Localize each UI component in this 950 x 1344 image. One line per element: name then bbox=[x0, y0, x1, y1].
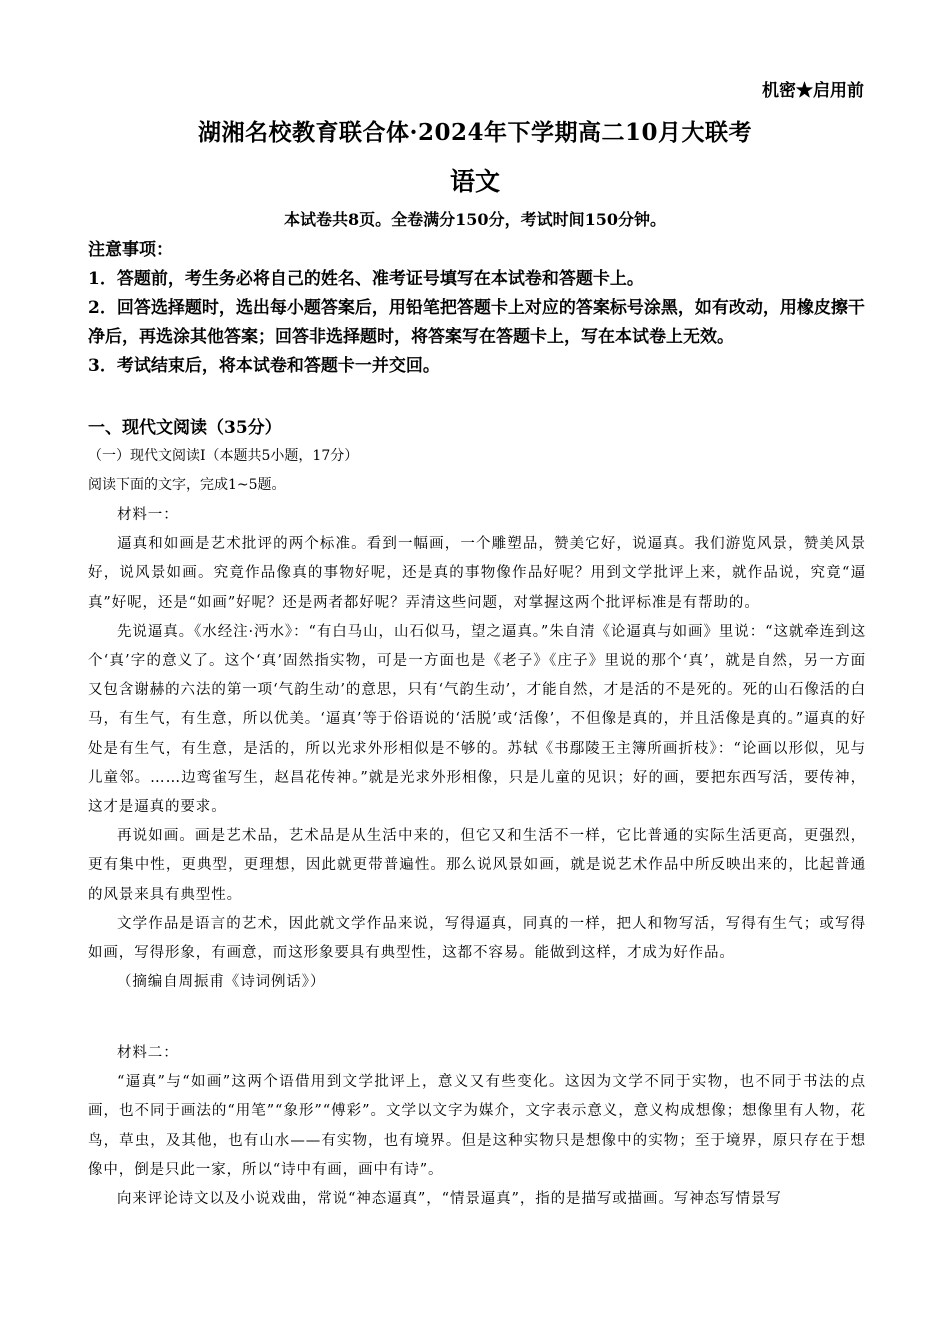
confidential-label: 机密★启用前 bbox=[762, 81, 864, 101]
paragraph: “逼真”与“如画”这两个语借用到文学批评上，意义又有些变化。这因为文学不同于实物，也不同于书法的点画，也不同于画法的“用笔”“象形”“傅彩”。文学以文字为媒介，文字表示意义，意义构成想像；想像里有人物，花鸟，草虫，及其他，也有山水——有实物，也有境界。但是这种实物只是想像中的实物；至于境界，原只存在于想像中，倒是只此一家，所以“诗中有画，画中有诗”。 bbox=[88, 1074, 866, 1178]
subject-title: 语文 bbox=[449, 167, 500, 196]
paragraph: 逼真和如画是艺术批评的两个标准。看到一幅画，一个雕塑品，赞美它好，说逼真。我们游览风景，赞美风景好，说风景如画。究竟作品像真的事物好呢，还是真的事物像作品好呢？用到文学批评上来，就作品说，究竟“逼真”好呢，还是“如画”好呢？还是两者都好呢？弄清这些问题，对掌握这两个批评标准是有帮助的。 bbox=[88, 536, 866, 611]
notes-item: 2．回答选择题时，选出每小题答案后，用铅笔把答题卡上对应的答案标号涂黑，如有改动，用橡皮擦干净后，再选涂其他答案；回答非选择题时，将答案写在答题卡上，写在本试卷上无效。 bbox=[88, 298, 865, 347]
notes-heading: 注意事项： bbox=[88, 240, 173, 260]
material-one-source: （摘编自周振甫《诗词例话》） bbox=[117, 974, 326, 991]
notes-section bbox=[88, 236, 868, 381]
paragraph: 再说如画。画是艺术品，艺术品是从生活中来的，但它又和生活不一样，它比普通的实际生活更高，更强烈，更有集中性，更典型，更理想，因此就更带普遍性。那么说风景如画，就是说艺术作品中所反映出来的，比起普通的风景来具有典型性。 bbox=[88, 828, 866, 903]
notes-item: 3．考试结束后，将本试卷和答题卡一并交回。 bbox=[88, 356, 440, 376]
material-one-label: 材料一： bbox=[117, 507, 179, 523]
exam-title: 湖湘名校教育联合体·2024年下学期高二10月大联考 bbox=[197, 119, 753, 146]
exam-summary: 本试卷共8页。全卷满分150分，考试时间150分钟。 bbox=[284, 210, 666, 229]
material-one bbox=[88, 501, 866, 997]
section-heading: 一、现代文阅读（35分） bbox=[88, 418, 282, 438]
notes-item: 1．答题前，考生务必将自己的姓名、准考证号填写在本试卷和答题卡上。 bbox=[88, 269, 644, 289]
paragraph: 先说逼真。《水经注·沔水》：“有白马山，山石似马，望之逼真。”朱自清《论逼真与如画》里说：“这就牵连到这个‘真’字的意义了。这个‘真’固然指实物，可是一方面也是《老子》《庄子》里说的那个‘真’，就是自然，另一方面又包含谢赫的六法的第一项‘气韵生动’的意思，只有‘气韵生动’，才能自然，才是活的不是死的。死的山石像活的白马，有生气，有生意，所以优美。‘逼真’等于俗语说的‘活脱’或‘活像’，不但像是真的，并且活像是真的。”逼真的好处是有生气，有生意，是活的，所以光求外形相似是不够的。苏轼《书鄢陵王主簿所画折枝》：“论画以形似，见与儿童邻。……边鸾雀写生，赵昌花传神。”就是光求外形相像，只是儿童的见识；好的画，要把东西写活，要传神，这才是逼真的要求。 bbox=[88, 623, 866, 816]
material-two-label: 材料二： bbox=[117, 1045, 179, 1061]
paragraph: 向来评论诗文以及小说戏曲，常说“神态逼真”，“情景逼真”，指的是描写或描画。写神态写情景写 bbox=[117, 1191, 782, 1208]
material-two bbox=[88, 1039, 866, 1214]
reading-instruction: 阅读下面的文字，完成1~5题。 bbox=[88, 477, 286, 493]
section-subheading: （一）现代文阅读I（本题共5小题，17分） bbox=[88, 448, 359, 464]
paragraph: 文学作品是语言的艺术，因此就文学作品来说，写得逼真，同真的一样，把人和物写活，写得有生气；或写得如画，写得形象，有画意，而这形象要具有典型性，这都不容易。能做到这样，才成为好作品。 bbox=[88, 915, 866, 962]
